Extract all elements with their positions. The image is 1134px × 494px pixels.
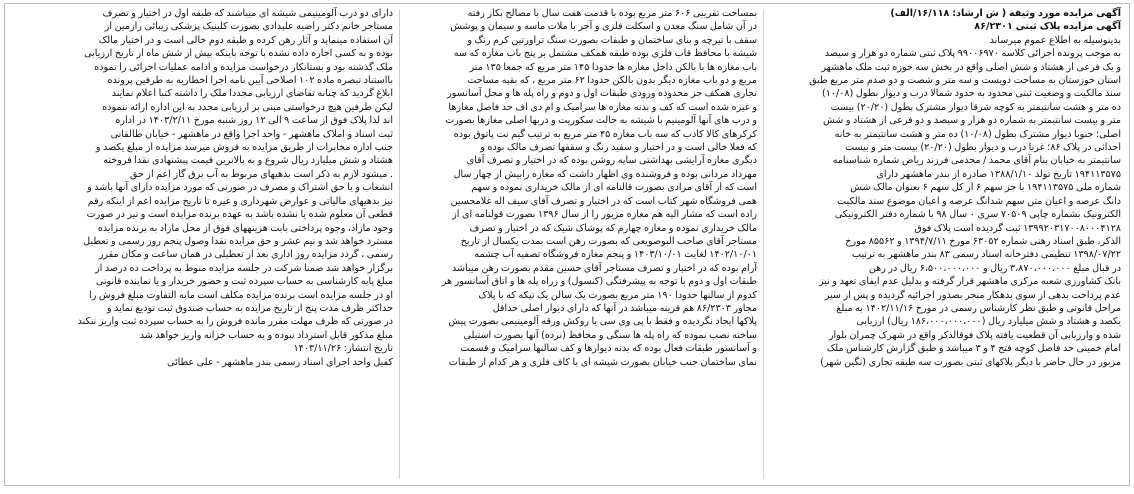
notice-line: در آن شامل سنگ معدن و اسکلت فلزی و آجر با ملات ماسه و سیمان و پوشش [450,21,757,33]
notice-column-2 [405,7,757,482]
notice-line: سند مالکیت و وضعیت ثبتی محدود به حدود شمالا درب و دیوار بطول (۱۰/۰۸) [821,88,1121,100]
notice-line: تجاری همکف جز محدوده ورودی طبقات اول و دوم و راه پله ها و محل آسانسور [447,88,757,100]
notice-line: آرام بوده که در اختیار و تصرف مستاجر آقای حسین مقدم بصورت رهن میباشد [451,262,757,274]
notice-line: شده و وارزیابی آن قطعیت یافته پلاک فوقالذکر واقع در شهرک چمران بلوار [828,329,1121,341]
notice-line: ۱۳۹۹۲۰۳۱۷۰۰۸۰۰۰۴۱۲۸ ثبت گردیده است پلاک فوق [914,222,1121,234]
notice-line: متر و بیست سانتیمتر به شماره دو هزار و سیصد و دو فرعی از هشتاد و شش [823,115,1121,127]
notice-line: همی فروشگاه شهر کتاب است که در اختیار و تصرف آقای سیف اله غلامحسین [450,195,757,207]
notice-line: کرکرهای کالا کاذب که سه باب مغازه ۴۵ متر مربع به ترتیب گیم نت پاتوق بوده [453,128,757,140]
notice-line: ۱۹۴۱۱۳۵۷۵ تاریخ تولد ۱۳۸۸/۱/۱۰ صادره از بندر ماهشهر دارای [876,168,1121,180]
notice-line: لیکن طرفین هیچ درخواستی مبنی بر ارزیابی مجدد به این اداره ارائه ننموده [102,101,393,113]
notice-line: مربع و دو باب مغازه دیگر بدون بالکن حدودا ۶۲ متر مربع ، که بقیه مساحت [467,75,757,87]
notice-line: الکترونیک بشماره چاپی ۷۰۵۰۹ سری ۰ سال ۹۸ با شماره دفتر الکترونیکی [834,209,1121,221]
notice-column-1 [769,7,1121,482]
notice-line: بدینوسیله به اطلاع عموم میرساند [989,34,1121,46]
notice-line: بوده و به کسی اجاره داده نشده با توجه باینکه بیش از شش ماه از تاریخ ارزیابی [84,48,393,60]
notice-line: است که از آقای مرادی بصورت قالنامه ای از مالک خریداری نموده و سهم [471,182,757,194]
notice-line: سقف با تیرچه و بنای ساختمان و طبقات بصورت سنگ تراورتین کرم رنگ و [467,34,757,46]
notice-title: آگهی مزایده مورد وثیقه ( ش ارشاد: ۱۶/۱۱۸/الف) [890,8,1121,19]
notice-line: مسترد خواهد شد و نیم عشر و حق مزایده نقدا وصول پنجم روز رسمی و تعطیل [83,235,393,247]
notice-line: ده متر و هشت سانتیمتر به کوچه شرقا دیوار مشترک بطول (۲۰/۲۰) بیست [830,101,1121,113]
notice-line: بمساحت تقریبی ۶۰۶ متر مربع بوده با قدمت هفت سال با مصالح بکار رفته [467,8,757,19]
notice-line: پلاکها ایجاد نگردیده و فقط با پی وی سی یا روکش ورقه آلومینیمی بصورت پیش [448,316,757,328]
notice-line: مالک خریداری نموده و مغازه چهارم که پوشاک شیک که در اختیار و تصرف [469,222,757,234]
notice-line: مهرداد مردانی بوده و فروشنده وی اظهار داشت که مغازه رابیش از چهار سال [453,168,757,180]
notice-line: برگزار خواهد شد ضمنا شرکت در جلسه مزایده منوط به پرداخت ده درصد از [95,262,393,274]
notice-line: استان خوزستان به مساحت دویست و سه متر و شصت و دو صدم متر مربع طبق [809,75,1121,87]
notice-line: بانک کشاورزی شعبه مرکزی ماهشهر قرار گرفته و بدلیل عدم ایفای تعهد و نیز [818,276,1121,288]
notice-line: انشعاب و یا حق اشتراک و مصرف در صورتی که مورد مزایده دارای آنها باشد و [87,182,393,194]
notice-line: اصلی؛ جنوبا دیوار مشترک بطول (۱۰/۰۸) ده متر و هشت سانتیمتر به خانه [834,128,1121,140]
notice-line: دارای دو درب آلومینیمی شیشه ای میباشند که طبقه اول در اختیار و تصرف [102,8,393,19]
notice-line: و غیره شده است که کف و بدنه مغازه ها سرامیک و ام دی اف حد فاصل مغازها [448,101,757,113]
notice-line: مبلغ پایه کارشناسی به حساب سپرده ثبت و حضور خریدار و یا نماینده قانونی [95,276,393,288]
notice-line: طبقات اول و دوم با توجه به پیشرفتگی (کنسول) و زراه پله ها و اتاق آسانسور هر [441,276,757,288]
notice-line: حداکثر ظرف مدت پنج از تاریخ مزایده به حساب صندوق ثبت تودیع نماید و [106,302,393,314]
notice-line: آن استفاده مینماید و آثار رهن کرده و طبقه دوم خالی است و در اختیار مالک [98,34,393,46]
notice-line: نمای ساختمان جنب خیابان بصورت شیشه ای با کاف فلزی و هر کدام از طبقات [448,356,757,368]
notice-line: یکصد و هشتاد و شش میلیارد ریال (۱۸۶،۰۰۰،۰۰۰،۰۰۰ ریال) ارزیابی [856,316,1121,328]
notice-line: در صورتی که ظرف مهلت مقرر مانده فروش را به حساب سپرده ثبت واریز ننکند [77,316,393,328]
notice-line: کفیل واحد اجرای اسناد رسمی بندر ماهشهر - علی عطائی [166,356,393,368]
notice-line: ملک گذشته بود و بستانکار درخواست مزایده و ادامه عملیات اجرائی را نموده [94,61,393,73]
notice-line: مراحل قانونی و طبق نظر کارشناس رسمی در مورخ ۱۴۰۲/۱۱/۱۶ به مبلغ [836,302,1121,314]
notice-line: الذکر، طبق اسناد رهنی شماره ۶۳۰۵۲ مورخ ۱۳۹۴/۷/۱۱ و ۸۵۵۶۲ مورخ [845,235,1121,247]
notice-line: امام خمینی حد فاصل کوچه فتح ۴ و ۳ میباشد و طبق گزارش کارشناس ملک [826,343,1121,355]
notice-title: آگهی مزایده پلاک ثبتی ۸۶/۲۳۰۱ [974,21,1121,33]
notice-line: هشتاد و شش میلیارد ریال شروع و به بالاترین قیمت پیشنهادی نقدا فروخته [103,155,393,167]
notice-line: او در جلسه مزایده است برنده مزایده مکلف است مابه التفاوت مبلغ فروش را [89,289,393,301]
notice-line: مجاور ۸۶/۲۳۰۳ هم قرینه میباشد در آنها که دارای دیوار اصلی حداقل [492,302,757,314]
notice-line: کدوم از سالنها حدودا ۱۹۰ متر مربع بصورت یک سالن یک تیکه که با پلاک [478,289,757,301]
notice-line: مستاجر خانم دکتر راضیه علیدادی بصورت کلینیک پزشکی زیبائی رازمین از [104,21,393,33]
notice-line: احداثی در پلاک ۸۶؛ غربا درب و دیوار بطول (۲۰/۲۰) بیست متر و بیست [845,142,1121,154]
notice-line: مستاجر آقای صاحب البوصویعی که بصورت رهن است بمدت یکسال از تاریخ [460,235,757,247]
notice-line: جنب اداره مخابرات از طریق مزایده به فروش میرسد مزایده از مبلغ یکصد و [95,142,393,154]
auction-notice [4,3,1130,486]
notice-line: مزبور در حال حاضر با دیگر پلاکهای ثبتی بصورت سه طبقه تجاری (نگین شهر) [820,356,1121,368]
notice-line: اند لذا پلاک فوق از ساعت ۹ الی ۱۲ روز شنبه مورخ ۱۴۰۳/۲/۱۱ در اداره [115,115,393,127]
notice-line: سانتیمتر به خیابان بنام آقای محمد / مجدمی فرزند ریاض شماره شناسنامه [832,155,1121,167]
notice-line: . میشود لازم به ذکر است بدهیهای مربوط به آب برق گاز اعم از حق [129,168,393,180]
notice-line: شماره ملی ۱۹۴۱۱۳۵۷۵ با جز سهم ۶ از کل سهم ۶ بعنوان مالک شش [850,182,1121,194]
notice-line: رسمی ، گردد مزایده روز اداری بعد از تعطیلی در همان ساعت و مکان مقرر [98,249,393,261]
notice-line: زاده است که مشار الیه هم مغازه مزبور را از سال ۱۳۹۶ بصورت قولنامه ای از [452,209,757,221]
notice-line: دیگری مغازه آرایشی بهداشتی سایه روشن بوده که در اختیار و تصرف آقای [466,155,757,167]
notice-line: دانگ عرصه و اعیان متن سهم شدانگ عرصه و اعیان موضوع سند مالکیت [837,195,1121,207]
notice-line: که فعلا خالی است و در اختیار و سفید رنگ و سقفها تصرف مالک بوده و [480,142,757,154]
column-divider [399,10,400,479]
notice-line: بااستناد تبصره ماده ۱۰۲ اصلاحی آیین نامه اجرا اخطاریه به طرفین پرونده [107,75,393,87]
notice-line: و درب های آنها آلومینیم با شیشه به حالت سکوریت و دربها اصلی مغازها بصورت [445,115,757,127]
notice-column-3 [11,7,393,482]
notice-line: به موجب پرونده اجرائی کلاسه ۹۹۰۰۶۹۷۰ پلاک ثبتی شماره دو هزار و سیصد [824,48,1121,60]
notice-line: قطعی آن معلوم شده یا نشده باشد به عهده برنده مزایده است و نیز در صورت [86,209,393,221]
notice-line: ثبت اسناد و املاک ماهشهر - واحد اجرا واقع در ماهشهر - خیابان طالقانی [110,128,393,140]
notice-line: وجود مازاد، وجوه پرداختی بابت هزینههای فوق از محل مازاد به برنده مزایده [97,222,393,234]
notice-line: ۱۳۹۸/۰۷/۲۲ تنظیمی دفترخانه اسناد رسمی ۸۳ بندر ماهشهر به ترتیب [852,249,1121,261]
notice-line: تاریخ انتشار: ۱۴۰۳/۱۱/۲۶ [293,343,393,355]
notice-line: در قبال مبلغ ۳،۸۷۰،۰۰۰،۰۰۰ ریال و ۶،۵۰۰،۰۰۰،۰۰۰ ریال در رهن [868,262,1121,274]
notice-line: و آسانسور طبقات فعال بوده که بدنه دیوارها و کف سالنها سرامیک و قسمت [460,343,757,355]
notice-line: نیز بدهیهای مالیاتی و عوارض شهرداری و غیره تا تاریخ مزایده اعم از اینکه رقم [87,195,393,207]
notice-line: باب مغازه ها با بالکن داخل مغازه ها حدودا ۱۴۵ متر مربع که جمعا ۱۳۵ متر [469,61,757,73]
column-divider [763,10,764,479]
notice-line: ۱۴۰۲/۱۰/۰۱ لغایت ۱۴۰۳/۱۰/۰۱ و پنجم مغازه فروشگاه تصفیه آب چشمه [474,249,757,261]
notice-line: مبلغ مذکور قابل استرداد نبوده و به حساب خزانه واریز خواهد شد [139,329,393,341]
notice-line: عدم پرداخت بدهی از سوی بدهکار منجر بصدور اجرائیه گردیده و پس از سیر [824,289,1121,301]
notice-line: و یک فرعی از هشتاد و شش اصلی واقع در بخش سه حوزه ثبت ملک ماهشهر [821,61,1121,73]
notice-line: شیشه با محافظ قاب فلزی بوده طبقه همکف مشتمل بر پنج باب مغازه که سه [453,48,757,60]
notice-line: ابلاغ گردید که چنانه تقاضای ارزیابی مجددا ملک را داشته کتبا اعلام نمایند [111,88,393,100]
notice-line: ساخته نصب نموده که راه پله ها سنگی و محافظ (نرده) آنها بصورت استیلی [463,329,757,341]
